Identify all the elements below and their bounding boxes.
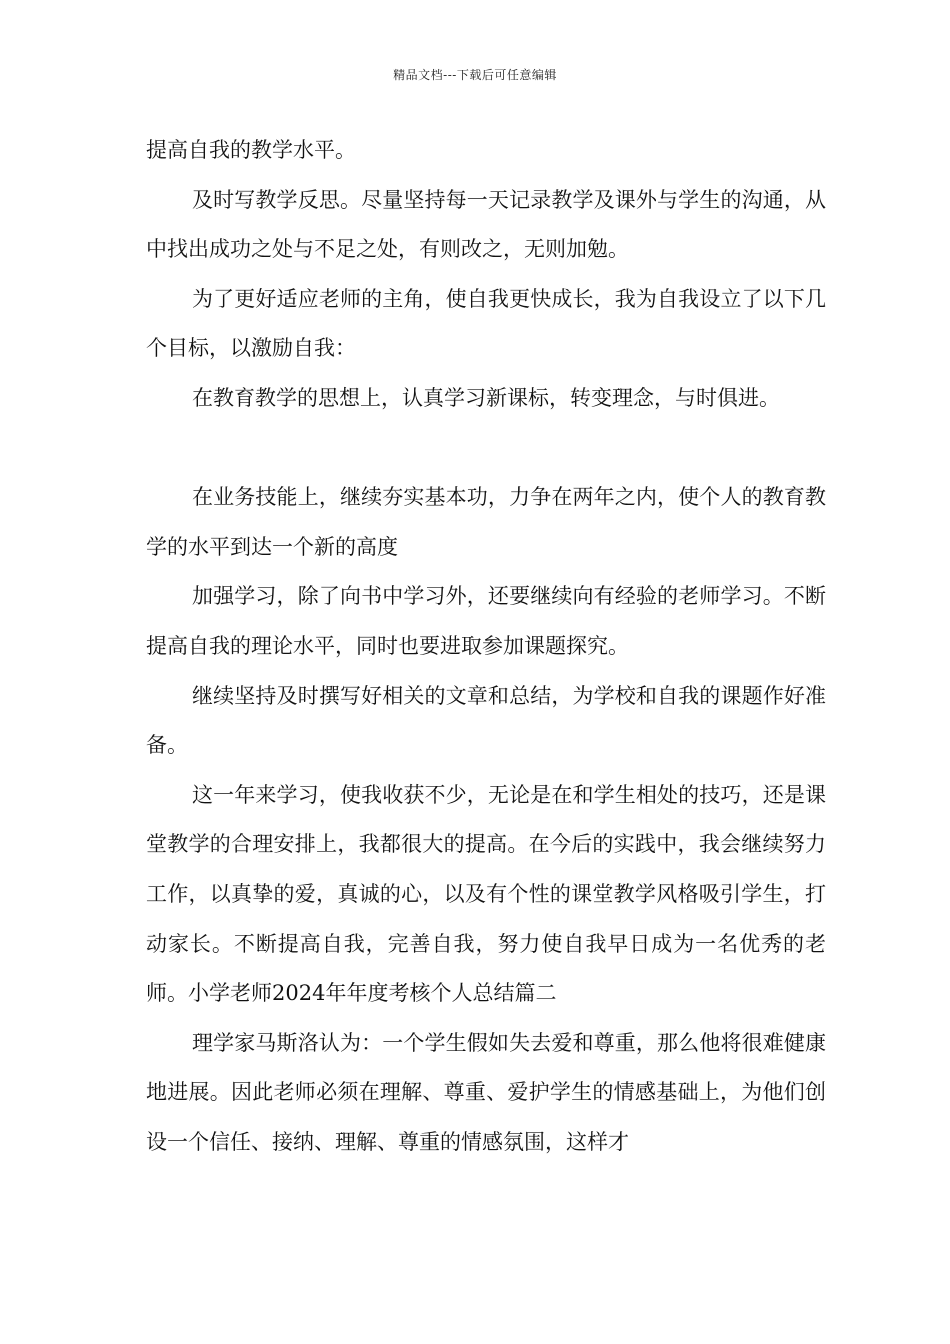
paragraph-8: 这一年来学习，使我收获不少，无论是在和学生相处的技巧，还是课堂教学的合理安排上，我都很大的提高。在今后的实践中，我会继续努力工作，以真挚的爱，真诚的心，以及有个性的课堂教学风格吸引学生，打动家长。不断提高自我，完善自我，努力使自我早日成为一名优秀的老师。小学老师2024年年度考核个人总结篇二	[146, 782, 826, 1006]
paragraph-3: 为了更好适应老师的主角，使自我更快成长，我为自我设立了以下几个目标，以激励自我：	[146, 286, 826, 361]
paragraph-5: 在业务技能上，继续夯实基本功，力争在两年之内，使个人的教育教学的水平到达一个新的高度	[146, 485, 826, 559]
paragraph-1: 提高自我的教学水平。	[146, 138, 356, 162]
paragraph-spacer	[146, 424, 826, 474]
page-header: 精品文档---下载后可任意编辑	[393, 68, 557, 82]
paragraph-7: 继续坚持及时撰写好相关的文章和总结，为学校和自我的课题作好准备。	[146, 683, 826, 758]
paragraph-9: 理学家马斯洛认为：一个学生假如失去爱和尊重，那么他将很难健康地进展。因此老师必须在理解、尊重、爱护学生的情感基础上，为他们创设一个信任、接纳、理解、尊重的情感氛围，这样才	[146, 1030, 826, 1154]
paragraph-6: 加强学习，除了向书中学习外，还要继续向有经验的老师学习。不断提高自我的理论水平，同时也要进取参加课题探究。	[146, 584, 826, 658]
paragraph-2: 及时写教学反思。尽量坚持每一天记录教学及课外与学生的沟通，从中找出成功之处与不足之处，有则改之，无则加勉。	[146, 187, 826, 262]
paragraph-4: 在教育教学的思想上，认真学习新课标，转变理念，与时俱进。	[192, 385, 780, 410]
document-body	[146, 126, 826, 1167]
